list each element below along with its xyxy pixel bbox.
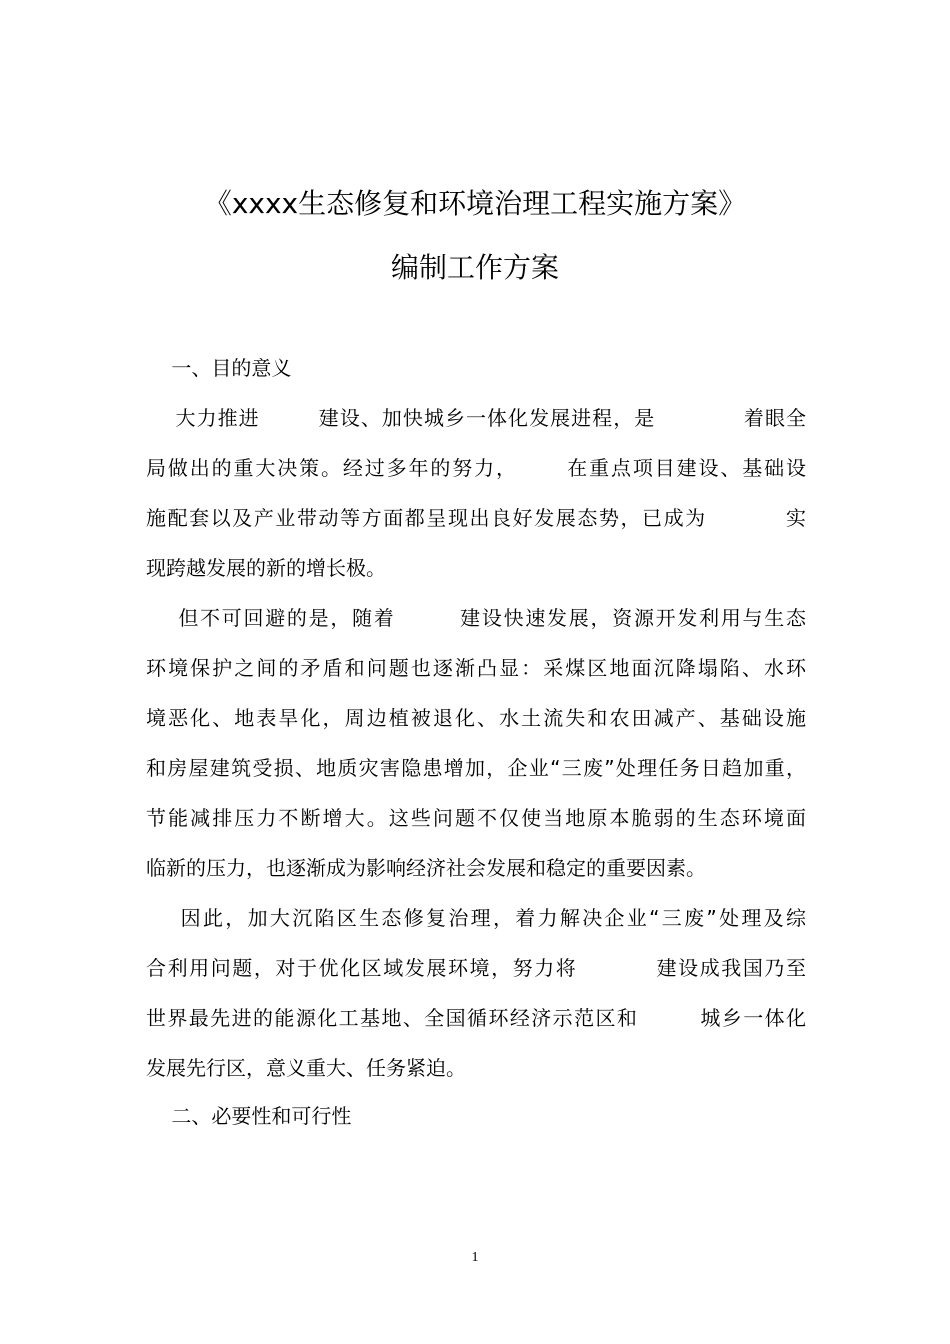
text-line: 节能减排压力不断增大。这些问题不仅使当地原本脆弱的生态环境面 [146,806,806,830]
text-line: 发展先行区，意义重大、任务紧迫。 [146,1056,466,1080]
text-line: 大力推进 建设、加快城乡一体化发展进程，是 着眼全 [146,406,806,430]
text-line: 现跨越发展的新的增长极。 [146,556,386,580]
text-line: 世界最先进的能源化工基地、全国循环经济示范区和 城乡一体化 [146,1006,806,1030]
text-line: 环境保护之间的矛盾和问题也逐渐凸显：采煤区地面沉降塌陷、水环 [146,656,806,680]
text-line: 但不可回避的是，随着 建设快速发展，资源开发利用与生态 [146,606,806,630]
text-line: 和房屋建筑受损、地质灾害隐患增加，企业“三废”处理任务日趋加重， [146,756,806,780]
section-heading: 二、必要性和可行性 [146,1104,352,1128]
section-heading: 一、目的意义 [146,356,292,380]
text-line: 施配套以及产业带动等方面都呈现出良好发展态势，已成为 实 [146,506,806,530]
document-title: 《xxxx生态修复和环境治理工程实施方案》 [203,187,747,220]
text-line: 临新的压力，也逐渐成为影响经济社会发展和稳定的重要因素。 [146,856,706,880]
text-line: 因此，加大沉陷区生态修复治理，着力解决企业“三废”处理及综 [146,906,806,930]
text-line: 境恶化、地表旱化，周边植被退化、水土流失和农田减产、基础设施 [146,706,806,730]
page-number: 1 [471,1250,479,1265]
document-subtitle: 编制工作方案 [390,251,559,284]
text-line: 局做出的重大决策。经过多年的努力， 在重点项目建设、基础设 [146,456,806,480]
text-line: 合利用问题，对于优化区域发展环境，努力将 建设成我国乃至 [146,956,806,980]
